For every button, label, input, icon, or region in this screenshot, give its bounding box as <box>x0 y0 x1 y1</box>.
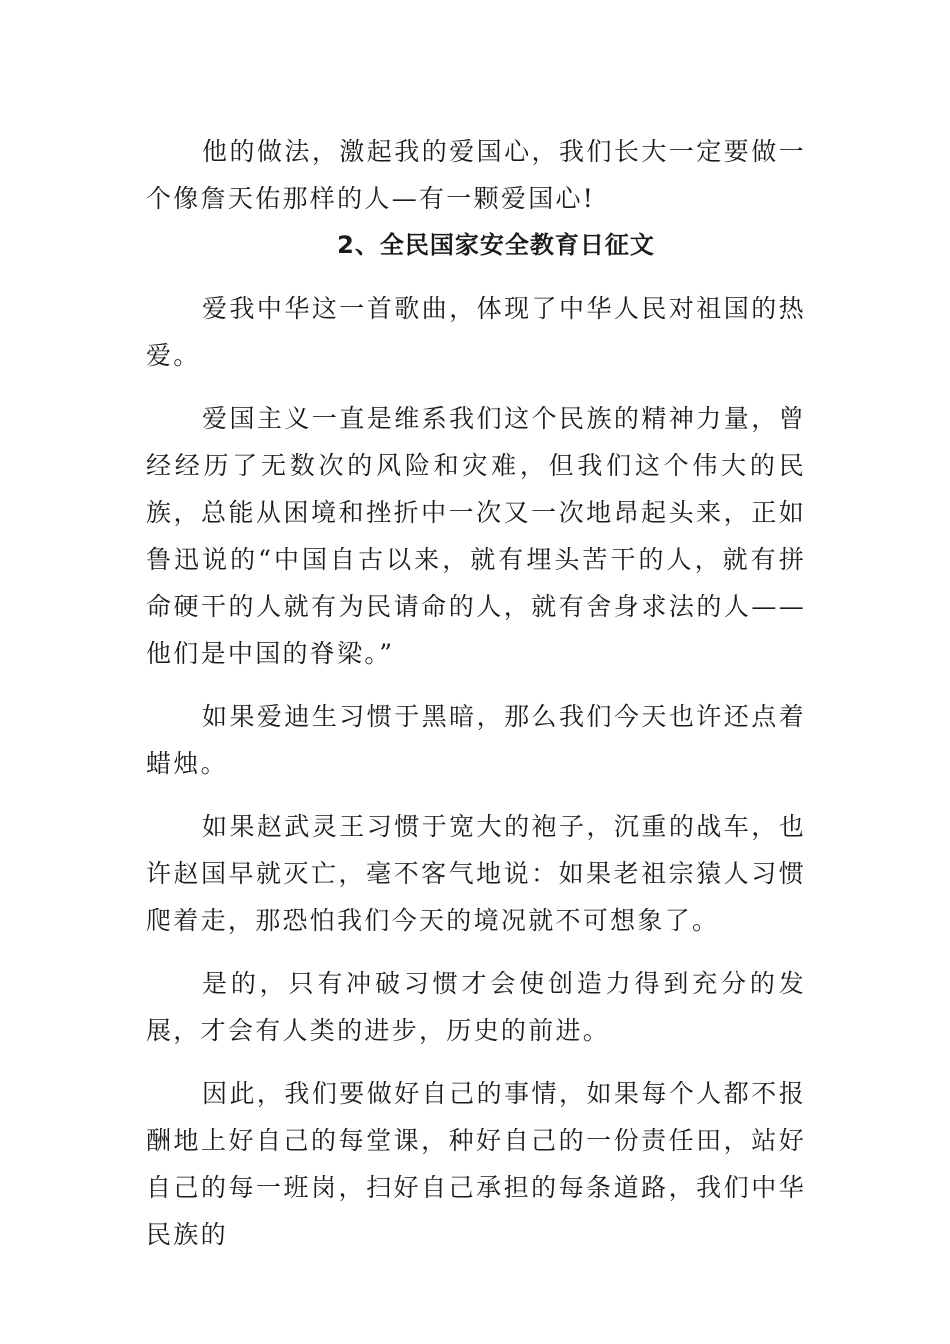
document-body <box>146 128 806 1258</box>
section-heading: 2、全民国家安全教育日征文 <box>337 231 655 259</box>
paragraph-7: 因此，我们要做好自己的事情，如果每个人都不报酬地上好自己的每堂课，种好自己的一份责任田，站好自己的每一班岗，扫好自己承担的每条道路，我们中华民族的 <box>146 1079 806 1249</box>
paragraph-3: 爱国主义一直是维系我们这个民族的精神力量，曾经经历了无数次的风险和灾难，但我们这个伟大的民族，总能从困境和挫折中一次又一次地昂起头来，正如鲁迅说的“中国自古以来，就有埋头苦干的人，就有拼命硬干的人就有为民请命的人，就有舍身求法的人——他们是中国的脊梁。” <box>146 404 806 668</box>
paragraph-1: 他的做法，激起我的爱国心，我们长大一定要做一个像詹天佑那样的人—有一颗爱国心! <box>146 137 806 213</box>
paragraph-4: 如果爱迪生习惯于黑暗，那么我们今天也许还点着蜡烛。 <box>146 702 806 778</box>
paragraph-2: 爱我中华这一首歌曲，体现了中华人民对祖国的热爱。 <box>146 294 806 370</box>
paragraph-5: 如果赵武灵王习惯于宽大的袍子，沉重的战车，也许赵国早就灭亡，毫不客气地说：如果老祖宗猿人习惯爬着走，那恐怕我们今天的境况就不可想象了。 <box>146 812 806 935</box>
paragraph-6: 是的，只有冲破习惯才会使创造力得到充分的发展，才会有人类的进步，历史的前进。 <box>146 969 806 1045</box>
